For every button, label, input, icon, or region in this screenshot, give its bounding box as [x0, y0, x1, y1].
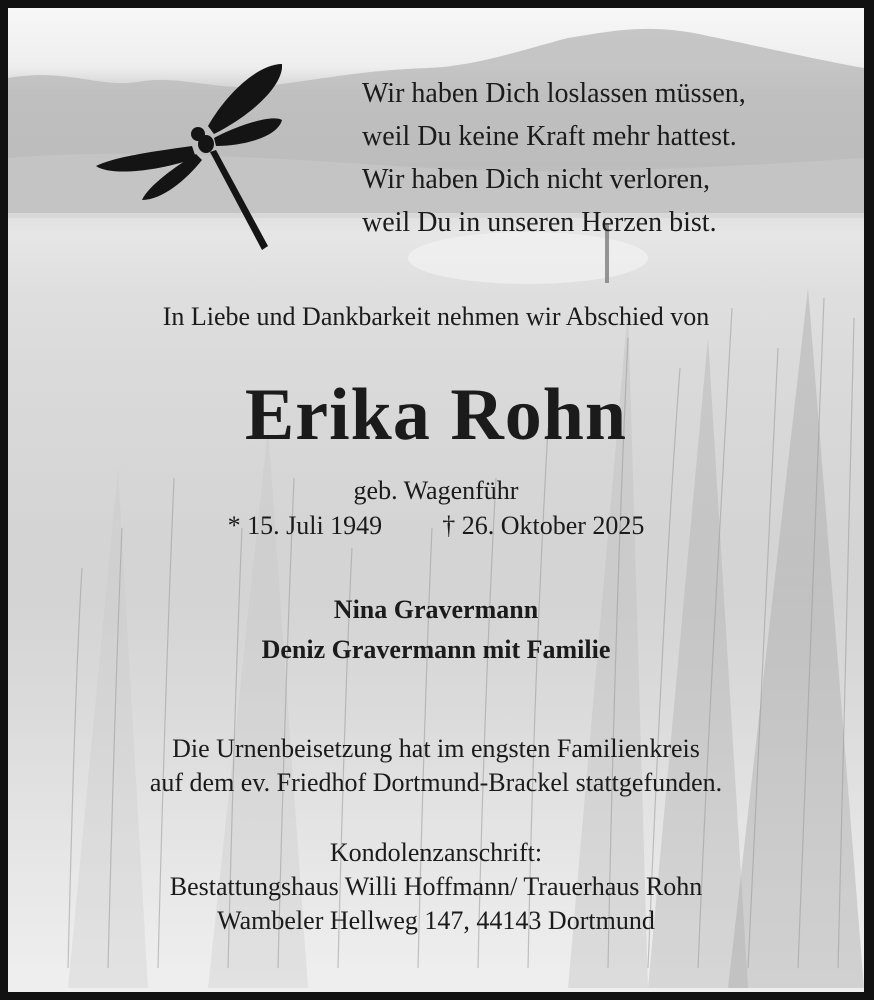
condolence-line: Wambeler Hellweg 147, 44143 Dortmund [217, 906, 655, 935]
notice-line: Die Urnenbeisetzung hat im engsten Familienkreis [172, 734, 700, 763]
deceased-name: Erika Rohn [244, 374, 628, 456]
death-date: † 26. Oktober 2025 [442, 511, 645, 540]
mourners [8, 590, 864, 670]
birth-name: geb. Wagenführ [353, 476, 519, 505]
dragonfly-icon [86, 54, 282, 250]
intro-text: In Liebe und Dankbarkeit nehmen wir Abschied von [162, 302, 710, 331]
obituary-card [8, 8, 864, 992]
poem-line: Wir haben Dich loslassen müssen, [362, 78, 746, 109]
poem [362, 72, 842, 244]
poem-line: weil Du keine Kraft mehr hattest. [362, 121, 737, 152]
burial-notice [8, 732, 864, 800]
condolence-address [8, 836, 864, 938]
birth-date: * 15. Juli 1949 [227, 511, 383, 540]
condolence-line: Bestattungshaus Willi Hoffmann/ Trauerhaus Rohn [169, 872, 703, 901]
mourner-name: Nina Gravermann [333, 595, 539, 624]
poem-line: weil Du in unseren Herzen bist. [362, 207, 717, 238]
life-dates [8, 511, 864, 541]
mourner-name: Deniz Gravermann mit Familie [261, 635, 611, 664]
poem-line: Wir haben Dich nicht verloren, [362, 164, 710, 195]
notice-line: auf dem ev. Friedhof Dortmund-Brackel stattgefunden. [149, 768, 723, 797]
condolence-heading: Kondolenzanschrift: [329, 838, 543, 867]
